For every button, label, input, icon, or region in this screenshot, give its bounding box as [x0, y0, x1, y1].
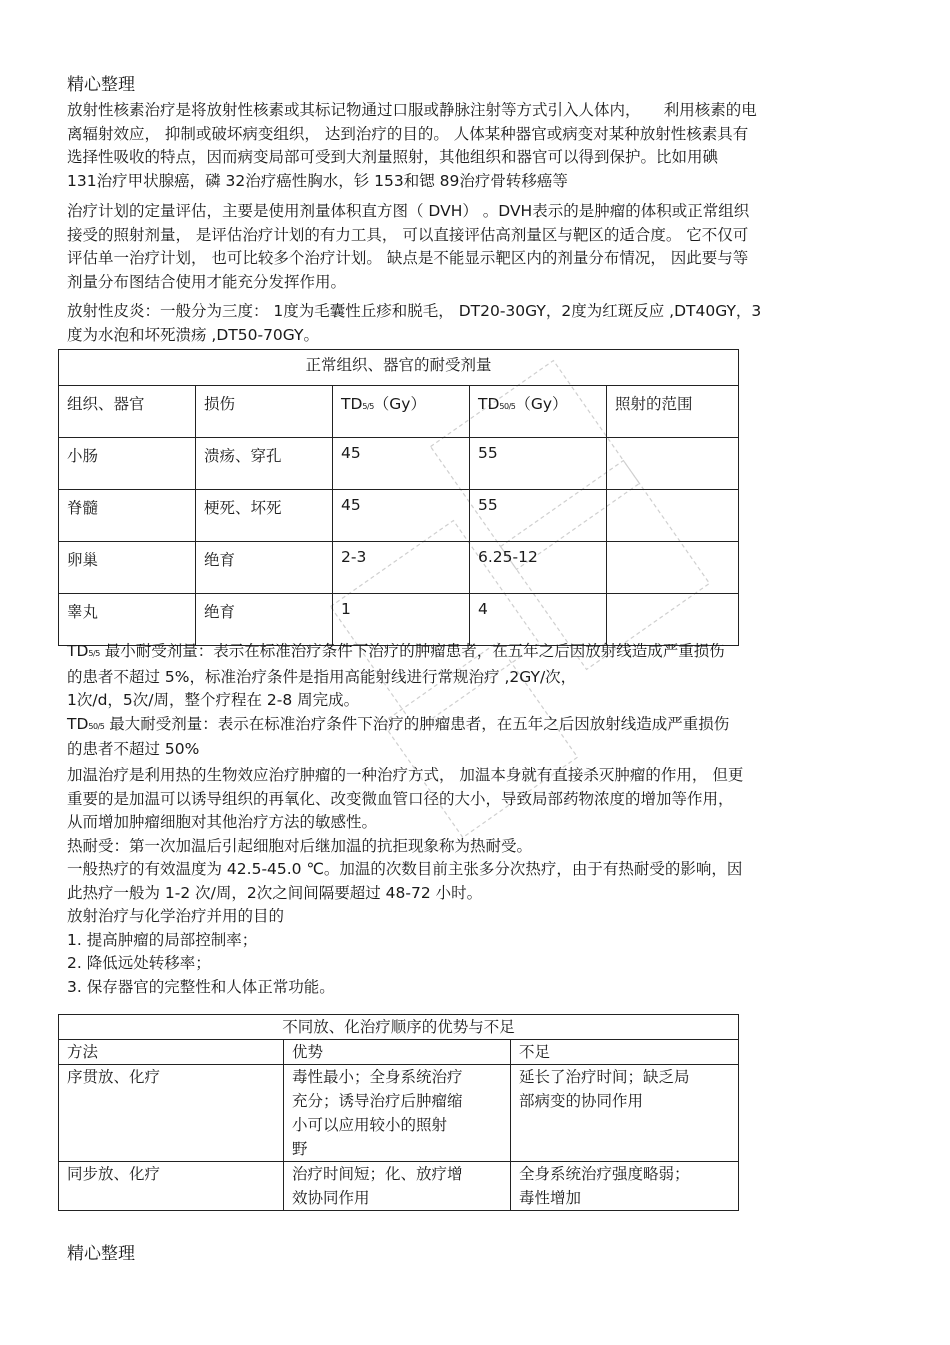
- text-line: 加温治疗是利用热的生物效应治疗肿瘤的一种治疗方式， 加温本身就有直接杀灭肿瘤的作用， 但更: [67, 766, 744, 784]
- cell-line: 野: [292, 1140, 308, 1158]
- cell-td50: 6.25-12: [470, 542, 607, 594]
- cell-range: [607, 594, 739, 646]
- text-line: 从而增加肿瘤细胞对其他治疗方法的敏感性。: [67, 813, 378, 831]
- text-line: 热耐受：第一次加温后引起细胞对后继加温的抗拒现象称为热耐受。: [67, 836, 533, 855]
- cell-method: 同步放、化疗: [59, 1162, 284, 1211]
- cell-advantage: [284, 1065, 511, 1162]
- cell-td5: 2-3: [333, 542, 470, 594]
- cell-range: [607, 438, 739, 490]
- text-line: 选择性吸收的特点，因而病变局部可受到大剂量照射，其他组织和器官可以得到保护。比如用碘: [67, 148, 719, 166]
- cell-organ: 睾丸: [59, 594, 196, 646]
- cell-line: 毒性最小；全身系统治疗: [292, 1068, 463, 1086]
- cell-line: 充分；诱导治疗后肿瘤缩: [292, 1092, 463, 1110]
- table-row: [59, 542, 739, 594]
- table-title: 不同放、化治疗顺序的优势与不足: [59, 1015, 739, 1040]
- cell-line: 治疗时间短；化、放疗增: [292, 1165, 463, 1183]
- text-line: 治疗计划的定量评估，主要是使用剂量体积直方图（ DVH） 。DVH表示的是肿瘤的体积或正常组织: [67, 202, 750, 220]
- cell-td50: 55: [470, 490, 607, 542]
- cell-td5: 45: [333, 490, 470, 542]
- cell-organ: 脊髓: [59, 490, 196, 542]
- table-row: [59, 490, 739, 542]
- header-damage: 损伤: [196, 386, 333, 438]
- cell-organ: 小肠: [59, 438, 196, 490]
- cell-line: 延长了治疗时间；缺乏局: [519, 1068, 690, 1086]
- header-advantage: 优势: [284, 1040, 511, 1065]
- sequence-comparison-table: [58, 1014, 739, 1211]
- cell-disadvantage: [511, 1065, 739, 1162]
- table-row: [59, 1065, 739, 1162]
- cell-range: [607, 490, 739, 542]
- header-range: 照射的范围: [607, 386, 739, 438]
- cell-line: 部病变的协同作用: [519, 1092, 644, 1110]
- list-item: 1. 提高肿瘤的局部控制率；: [67, 930, 258, 949]
- table-title: 正常组织、器官的耐受剂量: [59, 350, 739, 386]
- dermatitis-paragraph: [67, 300, 887, 347]
- page-header: 精心整理: [67, 75, 135, 95]
- text-line: 1次/d，5次/周，整个疗程在 2-8 周完成。: [67, 691, 360, 709]
- cell-disadvantage: [511, 1162, 739, 1211]
- header-td50: TD50/5（Gy）: [470, 386, 607, 438]
- cell-damage: 溃疡、穿孔: [196, 438, 333, 490]
- text-line: TD50/5 最大耐受剂量：表示在标准治疗条件下治疗的肿瘤患者，在五年之后因放射线造成严重损伤: [67, 714, 730, 733]
- list-item: 3. 保存器官的完整性和人体正常功能。: [67, 977, 335, 996]
- table-row: [59, 594, 739, 646]
- text-line: 放射性核素治疗是将放射性核素或其标记物通过口服或静脉注射等方式引入人体内， 利用核素的电: [67, 101, 757, 119]
- tolerance-dose-table: [58, 349, 739, 646]
- cell-line: 毒性增加: [519, 1189, 582, 1207]
- table-header-row: [59, 1040, 739, 1065]
- header-method: 方法: [59, 1040, 284, 1065]
- text-line: 的患者不超过 5%，标准治疗条件是指用高能射线进行常规治疗 ,2GY/次，: [67, 667, 577, 686]
- cell-damage: 绝育: [196, 594, 333, 646]
- header-organ: 组织、器官: [59, 386, 196, 438]
- text-line: 的患者不超过 50%: [67, 740, 200, 758]
- dvh-paragraph: [67, 200, 887, 294]
- cell-range: [607, 542, 739, 594]
- text-line: 接受的照射剂量， 是评估治疗计划的有力工具， 可以直接评估高剂量区与靶区的适合度。 它不仅可: [67, 225, 749, 244]
- text-line: 131治疗甲状腺癌，磷 32治疗癌性胸水，钐 153和锶 89治疗骨转移癌等: [67, 171, 568, 190]
- cell-td5: 45: [333, 438, 470, 490]
- text-line: 此热疗一般为 1-2 次/周，2次之间间隔要超过 48-72 小时。: [67, 883, 483, 902]
- header-disadvantage: 不足: [511, 1040, 739, 1065]
- page-footer: 精心整理: [67, 1244, 135, 1264]
- text-line: 放射治疗与化学治疗并用的目的: [67, 907, 285, 925]
- text-line: 放射性皮炎：一般分为三度： 1度为毛囊性丘疹和脱毛， DT20-30GY，2度为红斑反应 ,DT40GY，3: [67, 302, 762, 320]
- cell-organ: 卵巢: [59, 542, 196, 594]
- text-line: 一般热疗的有效温度为 42.5-45.0 ℃。加温的次数目前主张多分次热疗，由于有热耐受的影响，因: [67, 860, 743, 878]
- cell-damage: 绝育: [196, 542, 333, 594]
- text-line: 重要的是加温可以诱导组织的再氧化、改变微血管口径的大小，导致局部药物浓度的增加等作用，: [67, 789, 734, 808]
- header-td5: TD5/5（Gy）: [333, 386, 470, 438]
- hyperthermia-paragraph: [67, 764, 887, 999]
- cell-advantage: [284, 1162, 511, 1211]
- cell-line: 小可以应用较小的照射: [292, 1116, 448, 1134]
- list-item: 2. 降低远处转移率；: [67, 954, 211, 972]
- table-row: [59, 438, 739, 490]
- cell-td5: 1: [333, 594, 470, 646]
- cell-td50: 4: [470, 594, 607, 646]
- td-notes: [67, 640, 887, 762]
- cell-td50: 55: [470, 438, 607, 490]
- cell-damage: 梗死、坏死: [196, 490, 333, 542]
- cell-line: 全身系统治疗强度略弱；: [519, 1165, 690, 1183]
- cell-method: 序贯放、化疗: [59, 1065, 284, 1162]
- text-line: 评估单一治疗计划， 也可比较多个治疗计划。 缺点是不能显示靶区内的剂量分布情况， 因此要与等: [67, 249, 749, 267]
- radionuclide-paragraph: [67, 99, 887, 193]
- text-line: TD5/5 最小耐受剂量：表示在标准治疗条件下治疗的肿瘤患者，在五年之后因放射线造成严重损伤: [67, 642, 725, 660]
- text-line: 离辐射效应， 抑制或破坏病变组织， 达到治疗的目的。 人体某种器官或病变对某种放射性核素具有: [67, 124, 749, 143]
- text-line: 剂量分布图结合使用才能充分发挥作用。: [67, 272, 347, 291]
- table-header-row: [59, 386, 739, 438]
- text-line: 度为水泡和坏死溃疡 ,DT50-70GY。: [67, 325, 320, 344]
- cell-line: 效协同作用: [292, 1189, 370, 1207]
- table-row: [59, 1162, 739, 1211]
